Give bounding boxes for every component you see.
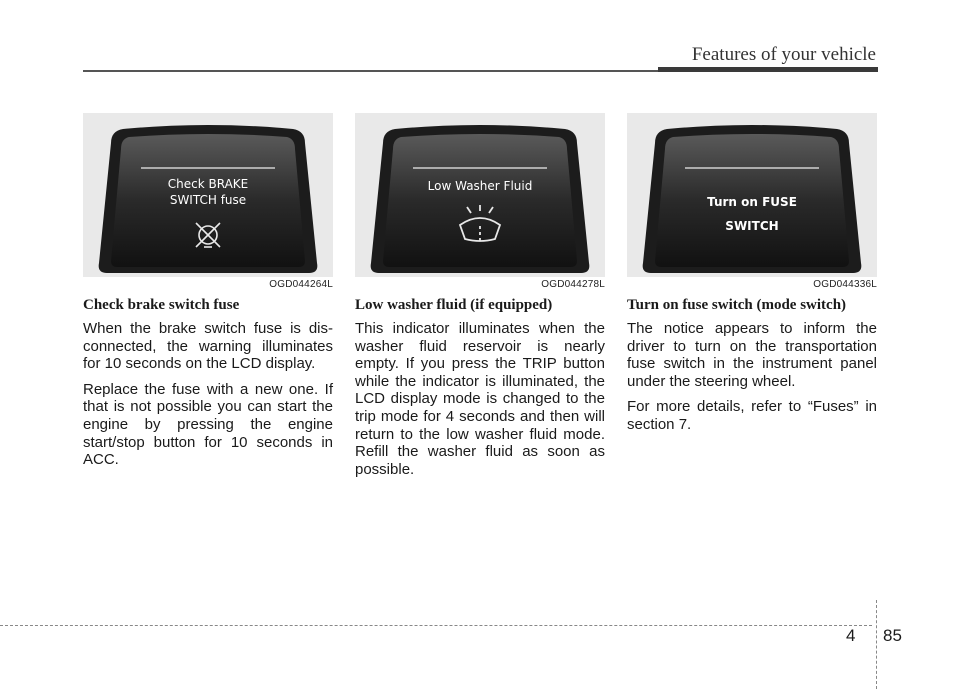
- image-code: OGD044264L: [269, 279, 333, 290]
- lcd-display-graphic: [83, 113, 333, 277]
- footer-divider: [876, 600, 877, 689]
- paragraph: For more details, refer to “Fuses” in section 7.: [627, 398, 877, 433]
- page-number: 85: [883, 626, 902, 645]
- lcd-line-2: SWITCH fuse: [169, 193, 247, 207]
- footer-rule: [0, 625, 872, 626]
- image-code: OGD044336L: [813, 279, 877, 290]
- lcd-illustration: [83, 113, 333, 277]
- lcd-line-1: Check BRAKE: [167, 177, 249, 191]
- lcd-line-1: Turn on FUSE: [707, 195, 797, 209]
- section-heading: Check brake switch fuse: [83, 297, 240, 313]
- paragraph: The notice appears to inform the driver to turn on the transportation fuse switch in the instrument panel under the steering wheel.: [627, 320, 877, 390]
- chapter-number: 4: [846, 626, 856, 645]
- section-low-washer-fluid: [355, 113, 605, 486]
- lcd-illustration: [355, 113, 605, 277]
- paragraph: Replace the fuse with a new one. If that is not possible you can start the engine by pressing the engine start/stop button for 10 seconds in ACC.: [83, 380, 333, 469]
- lcd-illustration: [627, 113, 877, 277]
- brake-switch-icon: [196, 223, 220, 247]
- section-heading: Low washer fluid (if equipped): [355, 297, 553, 313]
- page-header-title: Features of your vehicle: [691, 44, 876, 65]
- lcd-display-graphic: [627, 113, 877, 277]
- paragraph: This indicator illuminates when the washer fluid reservoir is nearly empty. If you press the TRIP button while the indicator is illuminated, the LCD display mode is changed to the trip mode for 4 seconds and then will return to the low washer fluid mode. Refill the washer fluid as soon as possible.: [355, 320, 605, 478]
- image-code: OGD044278L: [541, 279, 605, 290]
- section-check-brake-switch-fuse: [83, 113, 333, 477]
- paragraph: When the brake switch fuse is dis-connected, the warning illuminates for 10 seconds on the LCD display.: [83, 320, 333, 373]
- header-rule-accent: [658, 67, 878, 72]
- lcd-display-graphic: [355, 113, 605, 277]
- section-turn-on-fuse-switch: [627, 113, 877, 442]
- lcd-line-2: SWITCH: [725, 219, 779, 233]
- lcd-line-1: Low Washer Fluid: [427, 179, 533, 193]
- section-heading: Turn on fuse switch (mode switch): [627, 297, 847, 313]
